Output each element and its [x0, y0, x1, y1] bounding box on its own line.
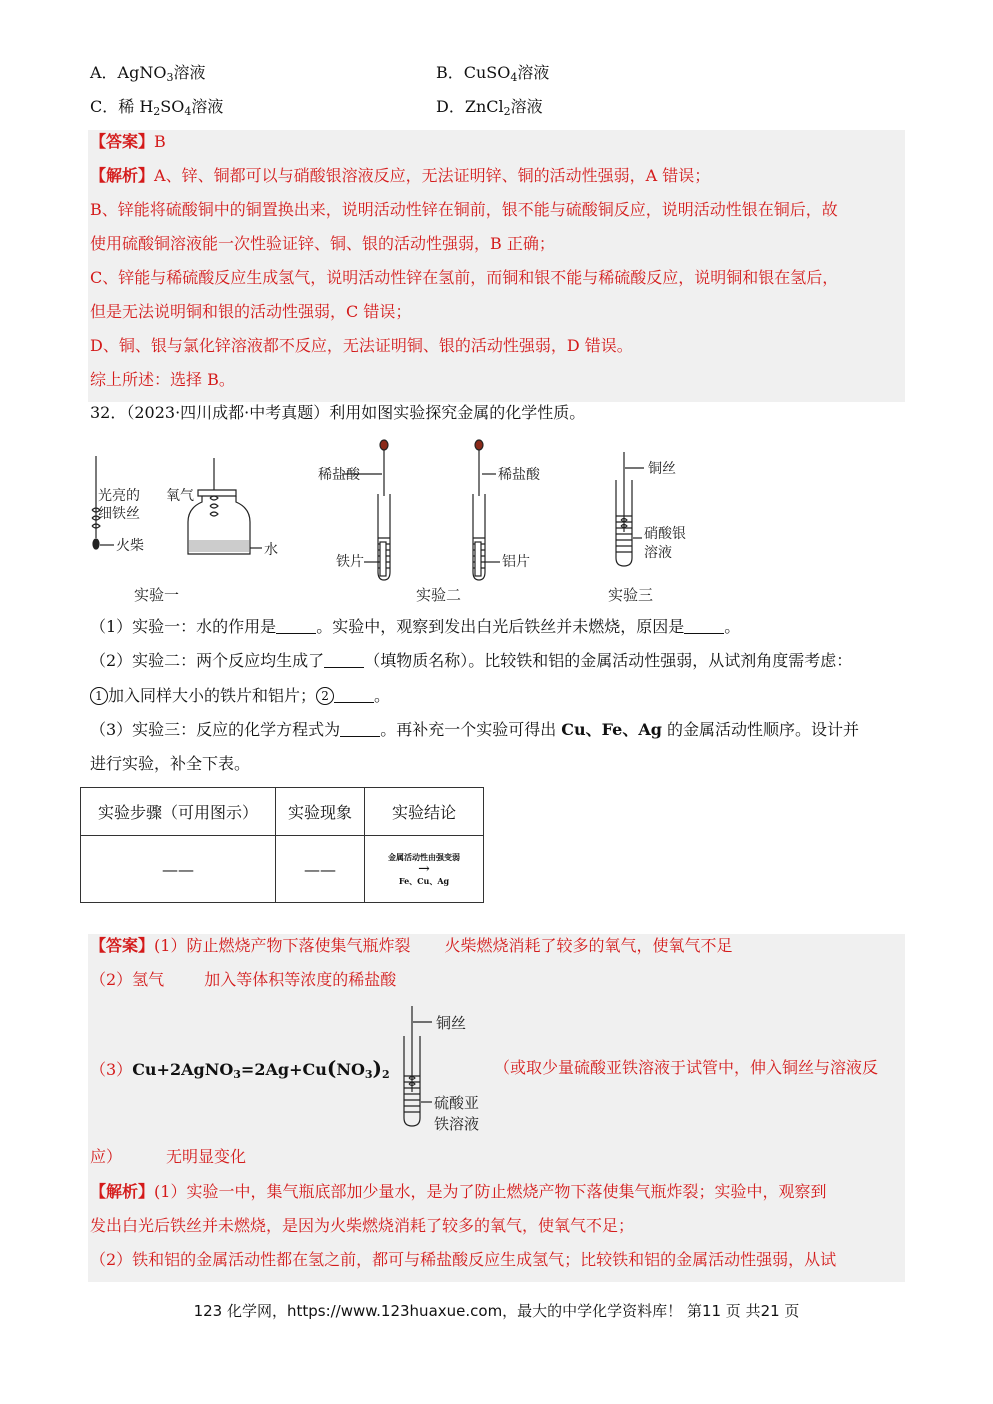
answer-fig-label-cu: 铜丝 — [436, 1014, 467, 1032]
conclusion-title: 金属活动性由强变弱 — [388, 852, 460, 862]
table-cell-phenomenon[interactable]: —— — [276, 836, 365, 903]
conclusion-order: Fe、Cu、Ag — [398, 876, 450, 886]
q31-analysis-line-3: 使用硫酸铜溶液能一次性验证锌、铜、银的活动性强弱，B 正确； — [90, 234, 555, 253]
answer-figure — [398, 1002, 490, 1138]
exp2-label-acid-left: 稀盐酸 — [318, 467, 360, 483]
exp1-label-oxygen: 氧气 — [166, 488, 194, 504]
exp3-label-sol-1: 硝酸银 — [644, 526, 686, 542]
exp2-label-al: 铝片 — [502, 554, 530, 570]
q32-part-2-cont: 1 加入同样大小的铁片和铝片； 2 。 — [90, 686, 390, 706]
table-cell-step[interactable]: —— — [81, 836, 276, 903]
blank[interactable] — [684, 618, 724, 634]
answer-fig-label-sol-2: 铁溶液 — [434, 1115, 480, 1133]
answer-fig-label-sol-1: 硫酸亚 — [434, 1094, 480, 1112]
exp2-diagram — [342, 440, 500, 580]
experiment-figure — [78, 438, 718, 610]
exp2-label-iron: 铁片 — [336, 554, 364, 570]
q31-analysis-line-2: B、锌能将硫酸铜中的铜置换出来，说明活动性锌在铜前，银不能与硫酸铜反应，说明活动性银在铜后，故 — [90, 200, 838, 219]
exp3-diagram — [616, 452, 644, 566]
exp2-caption: 实验二 — [416, 586, 462, 604]
arrow-icon: → — [418, 861, 430, 877]
exp1-label-wire-1: 光亮的 — [98, 488, 140, 504]
equation: $Cu+2AgNO_3=2Ag+Cu(NO_3)_2$ — [132, 1056, 390, 1081]
blank[interactable] — [334, 687, 374, 703]
exp2-label-acid-right: 稀盐酸 — [498, 467, 540, 483]
q32-part-3: （3）实验三：反应的化学方程式为 。再补充一个实验可得出 Cu、Fe、Ag 的金属活动性顺序。设计并 — [90, 720, 860, 739]
q32-analysis-line-1: 【解析】(1）实验一中，集气瓶底部加少量水，是为了防止燃烧产物下落使集气瓶炸裂；实验中，观察到 — [90, 1182, 827, 1201]
q32-answer-line-1: 【答案】(1）防止燃烧产物下落使集气瓶炸裂 火柴燃烧消耗了较多的氧气，使氧气不足 — [90, 936, 733, 955]
q32-part-2: （2）实验二：两个反应均生成了 （填物质名称）。比较铁和铝的金属活动性强弱，从试剂角度需考虑： — [90, 651, 853, 670]
q32-answer-line-3: $(3)Cu+2AgNO_3=2Ag+Cu(NO_3)_2$ — [90, 1056, 390, 1081]
q32-answer-line-3b: （或取少量硫酸亚铁溶液于试管中，伸入铜丝与溶液反 — [494, 1058, 879, 1077]
table-header-conclusion: 实验结论 — [365, 788, 484, 836]
table-header-phenomenon: 实验现象 — [276, 788, 365, 836]
q31-analysis-line-1: 【解析】A、锌、铜都可以与硝酸银溶液反应，无法证明锌、铜的活动性强弱，A 错误； — [90, 166, 711, 185]
table-header-step: 实验步骤（可用图示） — [81, 788, 276, 836]
experiment-table — [80, 787, 484, 903]
q31-analysis-line-6: D、铜、银与氯化锌溶液都不反应，无法证明铜、银的活动性强弱，D 错误。 — [90, 336, 633, 355]
q31-analysis-line-5: 但是无法说明铜和银的活动性强弱，C 错误； — [90, 302, 412, 321]
exp3-label-cu: 铜丝 — [648, 461, 676, 477]
circled-number-1: 1 — [90, 687, 108, 705]
q31-answer: 【答案】B — [90, 132, 166, 151]
table-cell-conclusion — [365, 836, 484, 903]
blank[interactable] — [276, 618, 316, 634]
circled-number-2: 2 — [316, 687, 334, 705]
page-footer: 123 化学网，https://www.123huaxue.com，最大的中学化学资料库！ 第11 页 共21 页 — [193, 1302, 800, 1320]
exp3-caption: 实验三 — [608, 586, 654, 604]
q32-analysis-line-2: 发出白光后铁丝并未燃烧，是因为火柴燃烧消耗了较多的氧气，使氧气不足； — [90, 1216, 635, 1235]
q32-stem: 32．（2023·四川成都·中考真题）利用如图实验探究金属的化学性质。 — [90, 403, 586, 422]
q32-analysis-line-3: （2）铁和铝的金属活动性都在氢之前，都可与稀盐酸反应生成氢气；比较铁和铝的金属活动性强弱，从试 — [90, 1250, 837, 1269]
exp1-label-match: 火柴 — [116, 538, 144, 554]
q32-part-3-cont: 进行实验，补全下表。 — [90, 754, 251, 773]
q31-analysis-line-4: C、锌能与稀硫酸反应生成氢气，说明活动性锌在氢前，而铜和银不能与稀硫酸反应，说明铜和银在氢后， — [90, 268, 839, 287]
exp1-caption: 实验一 — [134, 586, 180, 604]
q32-answer-line-4: 应） 无明显变化 — [90, 1147, 247, 1166]
q32-answer-line-2: （2）氢气 加入等体积等浓度的稀盐酸 — [90, 970, 397, 989]
blank[interactable] — [340, 721, 380, 737]
option-d: D．ZnCl$_2$溶液 — [436, 97, 543, 118]
option-b: B．CuSO$_4$溶液 — [436, 63, 550, 84]
exp1-label-wire-2: 细铁丝 — [98, 506, 140, 522]
q31-analysis-line-7: 综上所述：选择 B。 — [90, 370, 235, 389]
exp3-label-sol-2: 溶液 — [644, 545, 672, 561]
option-c: C．稀 $H_2SO_4$溶液 — [90, 97, 224, 118]
q32-part-1: （1）实验一：水的作用是 。实验中，观察到发出白光后铁丝并未燃烧，原因是 。 — [90, 617, 741, 636]
exp1-label-water: 水 — [264, 542, 278, 558]
blank[interactable] — [324, 652, 364, 668]
option-a: A．AgNO$_3$溶液 — [90, 63, 206, 84]
